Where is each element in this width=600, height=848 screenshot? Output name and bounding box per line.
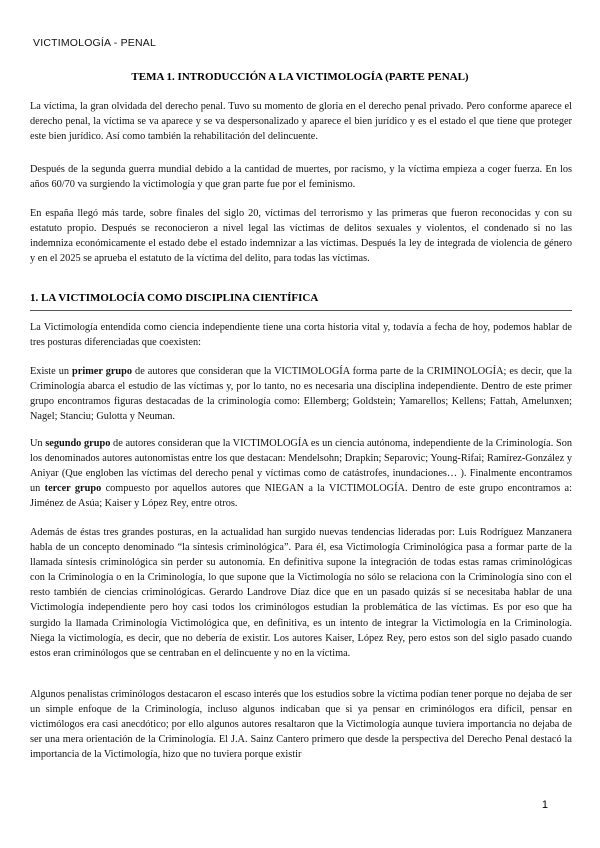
section-divider bbox=[30, 310, 572, 311]
section-paragraph-5: Algunos penalistas criminólogos destacaron el escaso interés que los estudios sobre la víctima podían tener porque no dejaba de ser un simple enfoque de la Criminología, incluso algunos indicaban que si ya pensar en criminólogos era difícil, pensar en victimólogos era casi anecdótico; por ello algunos autores resaltaron que la Victimología aunque tuviera importancia no dejaba de ser una mera orientación de la Criminología. El J.A. Sainz Cantero primero que desde la perspectiva del Derecho Penal destacó la importancia de la Victimología, hizo que no tuviera porque existir bbox=[30, 689, 572, 761]
emphasis-first-group: primer grupo bbox=[72, 366, 133, 377]
section-paragraph-4: Además de éstas tres grandes posturas, en la actualidad han surgido nuevas tendencias lideradas por: Luis Rodríguez Manzanera habla de un concepto denominado “la síntesis criminológica”. Para él, esa Victimología Criminológica pasa a formar parte de la llamada síntesis criminológica sin perder su autonomía. En definitiva supone la integración de todas estas ramas criminológicas con la Criminología o en la Criminología, lo que supone que la Victimología no sólo se relaciona con la Criminología sino con el resto también de ciencias criminológicas. Gerardo Landrove Díaz dice que en un pasado quizás sí se necesitaba hablar de una Victimología independiente pero hoy casi todos los criminólogos estudian la problemática de las víctimas. Es por eso que ha surgido la llamada Criminología Victimológica que, en definitiva, es un intento de integrar la Victimología en la Criminología. Niega la victimología, es decir, que no debería de existir. Los autores Kaiser, López Rey, pero estos son del siglo pasado cuando estos eran criminólogos que se centraban en el delincuente y no en la víctima. bbox=[30, 527, 572, 659]
intro-paragraph-2: Después de la segunda guerra mundial debido a la cantidad de muertes, por racismo, y la víctima empieza a coger fuerza. En los años 60/70 va surgiendo la victimología y que gran parte fue por el feminismo. bbox=[30, 164, 572, 191]
intro-paragraph-1: La víctima, la gran olvidada del derecho penal. Tuvo su momento de gloria en el derecho penal privado. Pero conforme aparece el derecho penal, la víctima se va aparece y se va despersonalizado y aparece el bien jurídico y es el estado el que tiene que proteger este bien jurídico. Así como también la rehabilitación del delincuente. bbox=[30, 101, 572, 143]
emphasis-third-group: tercer grupo bbox=[44, 483, 102, 495]
page-number: 1 bbox=[541, 799, 548, 811]
section-heading: 1. LA VICTIMOLOCÍA COMO DISCIPLINA CIENTÍFICA bbox=[30, 292, 319, 304]
document-title: TEMA 1. INTRODUCCIÓN A LA VICTIMOLOGÍA (PARTE PENAL) bbox=[131, 71, 469, 83]
section-paragraph-1: La Victimología entendida como ciencia independiente tiene una corta historia vital y, todavía a fecha de hoy, podemos hablar de tres posturas diferenciadas que coexisten: bbox=[30, 322, 572, 349]
section-paragraph-2: Existe un primer grupo de autores que consideran que la VICTIMOLOGÍA forma parte de la CRIMINOLOGÍA; es decir, que la Criminología abarca el estudio de las víctimas y, por lo tanto, no es necesaria una disciplina independiente. Dentro de este primer grupo encontramos figuras destacadas de la criminología como: Ellemberg; Goldstein; Yamarellos; Kellens; Fattah, Amelunxen; Nagel; Stanciu; Gulotta y Neuman. bbox=[30, 366, 572, 423]
emphasis-second-group: segundo grupo bbox=[45, 438, 111, 449]
running-header: VICTIMOLOGÍA - PENAL bbox=[33, 37, 157, 49]
section-paragraph-3: Un segundo grupo de autores consideran que la VICTIMOLOGÍA es un ciencia autónoma, independiente de la Criminología. Son los denominados autores autonomistas entre los que destacan: Mendelsohn; Drapkin; Separovic; Young-Rifai; Ramírez-González y Aniyar (Que engloben las víctimas del derecho penal y víctimas como de catástrofes, inundaciones… ). Finalmente encontramos un tercer grupo compuesto por aquellos autores que NIEGAN a la VICTIMOLOGÍA. Dentro de este grupo encontramos a: Jiménez de Asúa; Kaiser y López Rey, entre otros. bbox=[30, 438, 572, 510]
intro-paragraph-3: En españa llegó más tarde, sobre finales del siglo 20, víctimas del terrorismo y las primeras que fueron reconocidas y con su estatuto propio. Después se reconocieron a nivel legal las víctimas de delitos sexuales y violentos, el condenado si no las indemniza económicamente el estado debe el estado indemnizar a las víctimas. Después la ley de integrada de violencia de género y en el 2025 se aprueba el estatuto de la víctima del delito, para todas las víctimas. bbox=[30, 208, 572, 265]
